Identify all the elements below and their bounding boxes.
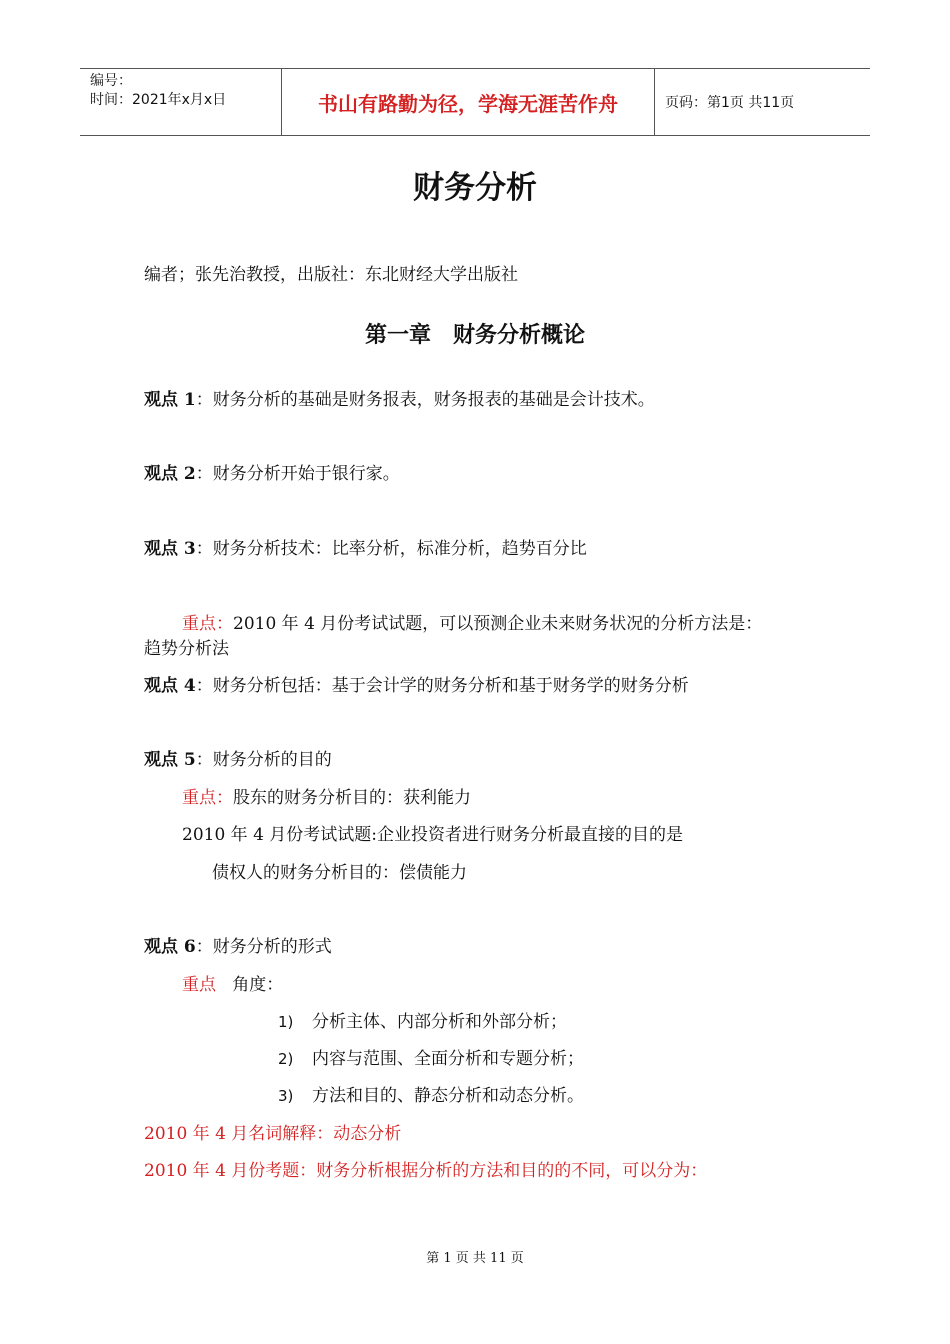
time-label: 时间：2021年x月x日 <box>90 92 227 108</box>
list-number: 3) <box>278 1087 294 1105</box>
point-text: ：财务分析的目的 <box>195 750 332 770</box>
point-label: 观点 3 <box>144 539 196 559</box>
note-1 <box>182 609 762 634</box>
note-1-continuation: 趋势分析法 <box>144 639 229 659</box>
note-text: 角度： <box>232 975 284 995</box>
point-text: ：财务分析的基础是财务报表，财务报表的基础是会计技术。 <box>195 390 655 410</box>
point-6 <box>144 932 332 957</box>
note-text: 2010 年 4 月份考试试题，可以预测企业未来财务状况的分析方法是： <box>233 614 763 634</box>
chapter-heading: 第一章 财务分析概论 <box>364 323 585 348</box>
list-number: 1) <box>278 1013 294 1031</box>
list-text: 方法和目的、静态分析和动态分析。 <box>312 1086 584 1106</box>
note-label: 重点 <box>182 975 216 995</box>
document-title: 财务分析 <box>413 170 537 206</box>
header-table <box>80 68 870 136</box>
header-left-cell <box>80 69 282 135</box>
list-text: 分析主体、内部分析和外部分析； <box>312 1012 567 1032</box>
note-4: 债权人的财务分析目的：偿债能力 <box>212 863 467 883</box>
list-item <box>278 1007 567 1032</box>
point-3 <box>144 534 587 559</box>
point-text: ：财务分析开始于银行家。 <box>195 464 400 484</box>
point-label: 观点 2 <box>144 464 196 484</box>
exam-note-2: 2010 年 4 月份考题：财务分析根据分析的方法和目的的不同，可以分为： <box>144 1161 708 1181</box>
point-label: 观点 6 <box>144 937 196 957</box>
point-label: 观点 4 <box>144 676 196 696</box>
author-line: 编者；张先治教授，出版社：东北财经大学出版社 <box>144 265 518 285</box>
note-text: 股东的财务分析目的：获利能力 <box>233 788 471 808</box>
list-item <box>278 1081 584 1106</box>
note-5 <box>182 970 283 995</box>
note-2 <box>182 783 471 808</box>
header-motto: 书山有路勤为径，学海无涯苦作舟 <box>282 69 655 135</box>
exam-note-1: 2010 年 4 月名词解释：动态分析 <box>144 1124 402 1144</box>
point-label: 观点 5 <box>144 750 196 770</box>
header-page-info: 页码：第1页 共11页 <box>665 95 795 111</box>
page-footer: 第 1 页 共 11 页 <box>426 1251 524 1266</box>
code-label: 编号： <box>90 73 132 89</box>
point-1 <box>144 385 655 410</box>
note-label: 重点： <box>182 788 233 808</box>
point-2 <box>144 459 400 484</box>
list-number: 2) <box>278 1050 294 1068</box>
point-text: ：财务分析技术：比率分析，标准分析，趋势百分比 <box>195 539 587 559</box>
list-item <box>278 1044 584 1069</box>
note-label: 重点： <box>182 614 233 634</box>
point-4 <box>144 671 689 696</box>
point-text: ：财务分析的形式 <box>195 937 332 957</box>
point-text: ：财务分析包括：基于会计学的财务分析和基于财务学的财务分析 <box>195 676 689 696</box>
point-label: 观点 1 <box>144 390 196 410</box>
list-text: 内容与范围、全面分析和专题分析； <box>312 1049 584 1069</box>
note-3: 2010 年 4 月份考试试题:企业投资者进行财务分析最直接的目的是 <box>182 825 684 845</box>
point-5 <box>144 745 332 770</box>
